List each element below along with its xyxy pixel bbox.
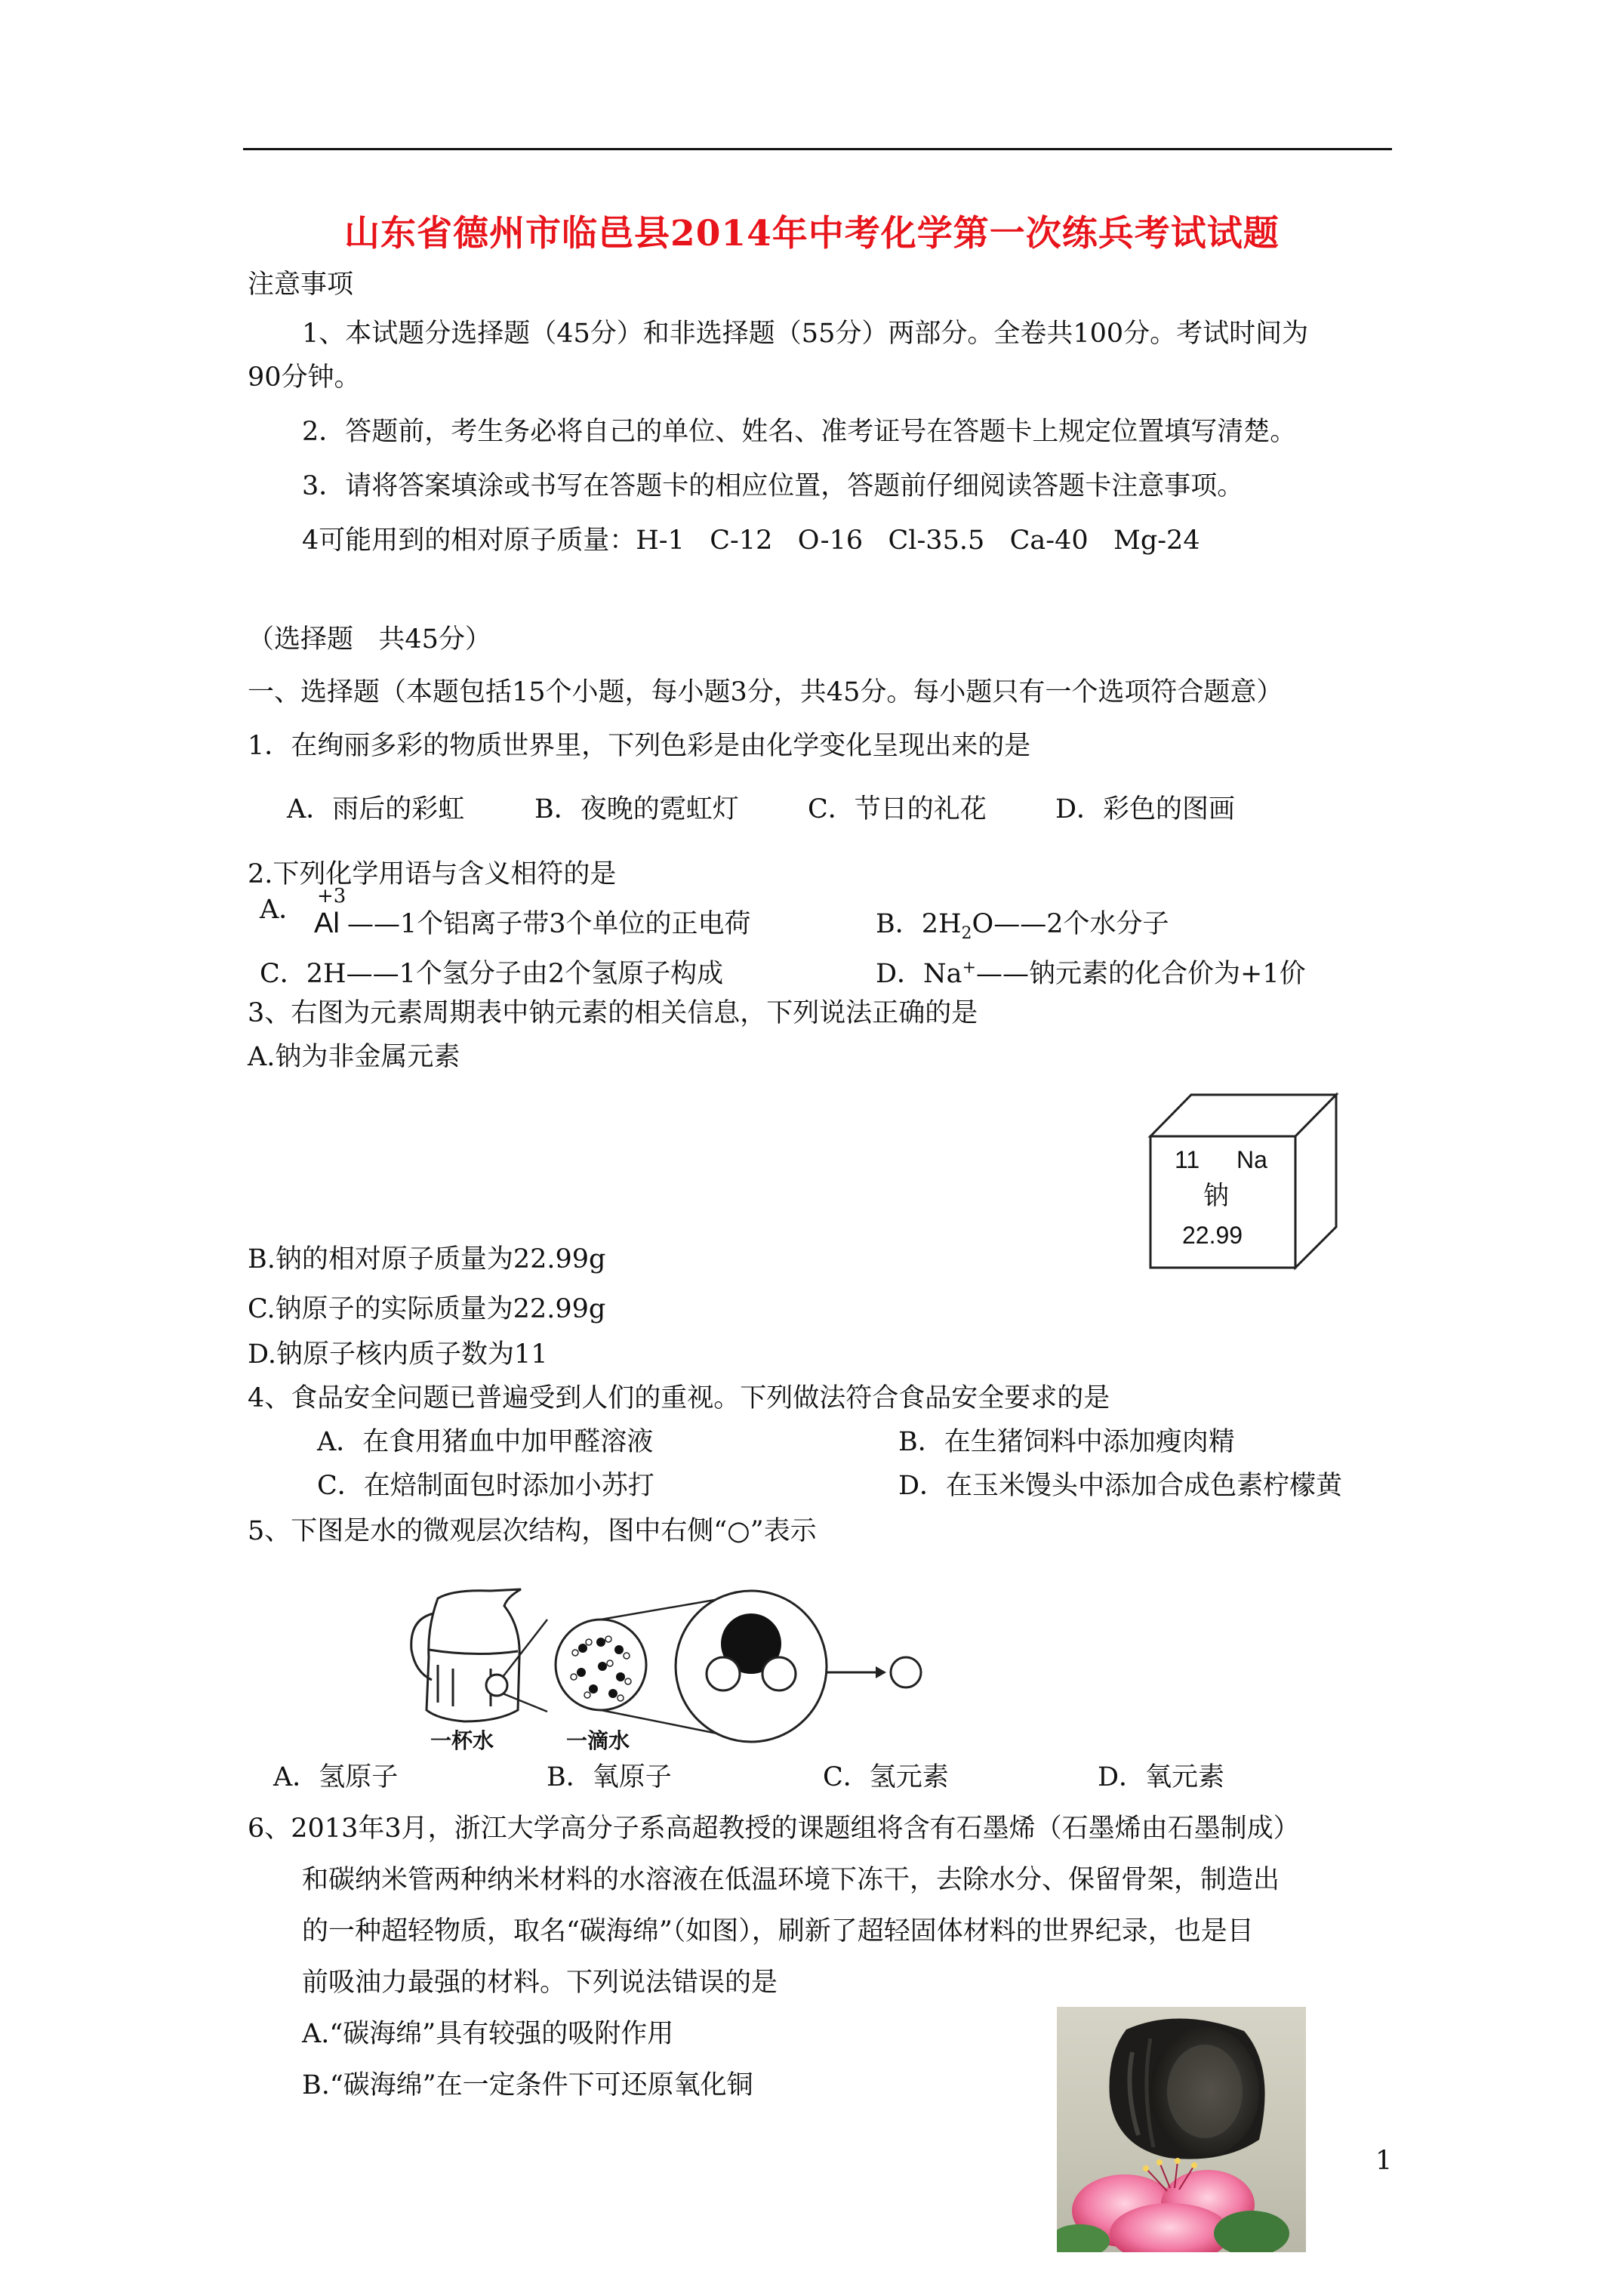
page-title: 山东省德州市临邑县2014年中考化学第一次练兵考试试题 <box>344 213 1280 254</box>
header-rule <box>243 148 1392 150</box>
q3-option-d: D.钠原子核内质子数为11 <box>248 1339 548 1370</box>
hydrogen-atom-left <box>707 1657 740 1690</box>
q1-option-c: C．节日的礼花 <box>808 794 987 824</box>
notice-item-1: 1、本试题分选择题（45分）和非选择题（55分）两部分。全卷共100分。考试时间为 <box>302 319 1309 349</box>
notice-item-1-cont: 90分钟。 <box>248 362 361 393</box>
q2-a-charge: +3 <box>317 885 346 908</box>
pitcher-icon <box>411 1589 521 1721</box>
q6-stem-line-4: 前吸油力最强的材料。下列说法错误的是 <box>302 1968 778 1998</box>
q2-option-b: B．$2H_2O——2$个水分子 <box>876 909 1169 943</box>
q5-option-a: A．氢原子 <box>273 1762 399 1792</box>
water-structure-diagram <box>408 1567 951 1755</box>
notice-item-2: 2．答题前，考生务必将自己的单位、姓名、准考证号在答题卡上规定位置填写清楚。 <box>302 417 1297 447</box>
q2-a-prefix: A． <box>260 895 306 925</box>
notice-item-3: 3．请将答案填涂或书写在答题卡的相应位置，答题前仔细阅读答题卡注意事项。 <box>302 471 1244 501</box>
q3-stem: 3、右图为元素周期表中钠元素的相关信息，下列说法正确的是 <box>248 998 978 1028</box>
q6-stem-line-3: 的一种超轻物质，取名“碳海绵”（如图），刷新了超轻固体材料的世界纪录，也是目 <box>302 1916 1254 1946</box>
notice-item-4: 4可能用到的相对原子质量：H-1 C-12 O-16 Cl-35.5 Ca-40 Mg-24 <box>302 525 1200 556</box>
q1-option-b: B．夜晚的霓虹灯 <box>534 794 739 824</box>
q3-option-a: A.钠为非金属元素 <box>248 1042 460 1072</box>
q4-stem: 4、食品安全问题已普遍受到人们的重视。下列做法符合食品安全要求的是 <box>248 1383 1110 1413</box>
target-circle <box>891 1657 921 1687</box>
q6-option-b: B.“碳海绵”在一定条件下可还原氧化铜 <box>302 2070 753 2100</box>
tile-name: 钠 <box>1203 1181 1229 1211</box>
q3-option-c: C.钠原子的实际质量为22.99g <box>248 1294 606 1324</box>
carbon-sponge-photo <box>1057 2007 1306 2252</box>
sodium-element-tile <box>1147 1091 1340 1271</box>
tile-symbol: Na <box>1236 1146 1267 1173</box>
q2-stem: 2.下列化学用语与含义相符的是 <box>248 859 617 889</box>
q6-stem-line-2: 和碳纳米管两种纳米材料的水溶液在低温环境下冻干，去除水分、保留骨架，制造出 <box>302 1865 1280 1895</box>
q4-option-d: D．在玉米馒头中添加合成色素柠檬黄 <box>898 1471 1343 1501</box>
q5-stem: 5、下图是水的微观层次结构，图中右侧“○”表示 <box>248 1516 817 1546</box>
q1-option-a: A．雨后的彩虹 <box>287 794 465 824</box>
q4-option-a: A．在食用猪血中加甲醛溶液 <box>317 1427 654 1457</box>
q2-option-d: D．Na+——钠元素的化合价为+1价 <box>876 958 1306 989</box>
q5-option-d: D．氧元素 <box>1098 1762 1225 1792</box>
q6-stem-line-1: 6、2013年3月，浙江大学高分子系高超教授的课题组将含有石墨烯（石墨烯由石墨制成） <box>248 1814 1300 1844</box>
q2-option-a <box>260 893 305 926</box>
q5-option-b: B．氧原子 <box>547 1762 672 1792</box>
q4-option-b: B．在生猪饲料中添加瘦肉精 <box>898 1427 1235 1457</box>
q5-option-c: C．氢元素 <box>823 1762 949 1792</box>
label-cup: 一杯水 <box>430 1728 494 1753</box>
tile-atomic-number: 11 <box>1175 1146 1200 1173</box>
label-drop: 一滴水 <box>566 1728 630 1753</box>
notice-heading: 注意事项 <box>248 270 354 300</box>
section-label: （选择题 共45分） <box>248 624 491 655</box>
q2-option-c: C．2H——1个氢分子由2个氢原子构成 <box>260 959 724 989</box>
q6-option-a: A.“碳海绵”具有较强的吸附作用 <box>302 2019 674 2049</box>
section-instructions: 一、选择题（本题包括15个小题，每小题3分，共45分。每小题只有一个选项符合题意） <box>248 677 1283 707</box>
q1-option-d: D．彩色的图画 <box>1055 794 1236 824</box>
q3-option-b: B.钠的相对原子质量为22.99g <box>248 1244 606 1274</box>
hydrogen-atom-right <box>762 1657 796 1690</box>
page-number: 1 <box>1375 2146 1393 2176</box>
q1-stem: 1．在绚丽多彩的物质世界里，下列色彩是由化学变化呈现出来的是 <box>248 731 1031 761</box>
tile-mass: 22.99 <box>1182 1222 1243 1249</box>
q2-a-text: ——1个铝离子带3个单位的正电荷 <box>347 909 751 939</box>
q2-a-symbol: Al <box>314 908 340 939</box>
q4-option-c: C．在焙制面包时添加小苏打 <box>317 1471 654 1501</box>
